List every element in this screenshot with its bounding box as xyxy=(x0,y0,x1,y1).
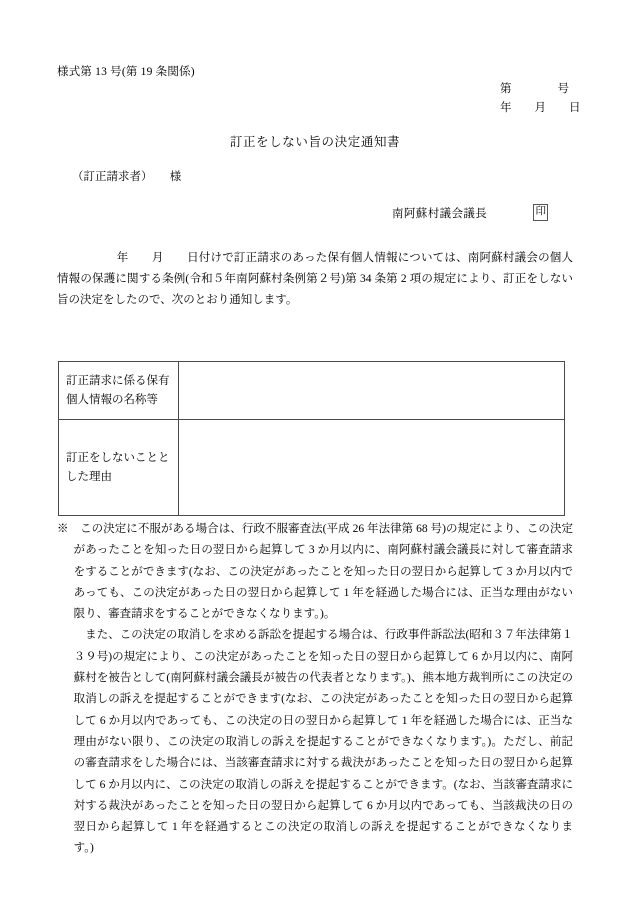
table-row xyxy=(59,362,565,420)
table-cell-label xyxy=(59,362,179,420)
table-cell-value[interactable] xyxy=(179,362,565,420)
addressee-line: （訂正請求者） 様 xyxy=(72,171,182,183)
table-row xyxy=(59,420,565,516)
document-number-line: 第 号 xyxy=(500,83,569,95)
seal-stamp-box: 印 xyxy=(533,204,548,221)
form-number: 様式第 13 号(第 19 条関係) xyxy=(57,66,195,78)
table-row-label: 訂正をしないこととした理由 xyxy=(66,451,170,483)
table-row-label: 訂正請求に係る保有個人情報の名称等 xyxy=(66,374,170,406)
issuer-name: 南阿蘇村議会議長 xyxy=(392,207,488,220)
document-meta-block xyxy=(500,80,581,118)
body-paragraph: 年 月 日付けで訂正請求のあった保有個人情報については、南阿蘇村議会の個人情報の保護に関する条例(令和５年南阿蘇村条例第２号)第 34 条第 2 項の規定により、訂正をしない旨の決定をしたので、次のとおり通知します。 xyxy=(57,252,573,306)
table-cell-value[interactable] xyxy=(179,420,565,516)
notes-section xyxy=(57,519,573,860)
information-table xyxy=(58,361,565,516)
document-date-line: 年 月 日 xyxy=(500,102,581,114)
issuer-row xyxy=(392,204,548,221)
table-cell-label xyxy=(59,420,179,516)
note-paragraph-appeal: ※ この決定に不服がある場合は、行政不服審査法(平成 26 年法律第 68 号)の規定により、この決定があったことを知った日の翌日から起算して 3 か月以内に、南阿蘇村議会議長に対して審査請求をすることができます(なお、この決定があったことを知った日の翌日から起算して 3 か月以内であっても、この決定があった日の翌日から起算して 1 年を経過した場合には、正当な理由がない限り、審査請求をすることができなくなります。)。 xyxy=(57,523,573,621)
note-paragraph-litigation: また、この決定の取消しを求める訴訟を提起する場合は、行政事件訴訟法(昭和３７年法律第１３９号)の規定により、この決定があったことを知った日の翌日から起算して 6 か月以内に、南阿蘇村を被告として(南阿蘇村議会議長が被告の代表者となります。)、熊本地方裁判所にこの決定の取消しの訴えを提起することができます(なお、この決定があったことを知った日の翌日から起算して 6 か月以内であっても、この決定の日の翌日から起算して 1 年を経過した場合には、正当な理由がない限り、この決定の取消しの訴えを提起することができなくなります。)。ただし、前記の審査請求をした場合には、当該審査請求に対する裁決があったことを知った日の翌日から起算して 6 か月以内に、この決定の取消しの訴えを提起することができます。(なお、当該審査請求に対する裁決があったことを知った日の翌日から起算して 6 か月以内であっても、当該裁決の日の翌日から起算して 1 年を経過するとこの決定の取消しの訴えを提起することができなくなります。) xyxy=(73,629,573,855)
page-title: 訂正をしない旨の決定通知書 xyxy=(229,135,401,149)
